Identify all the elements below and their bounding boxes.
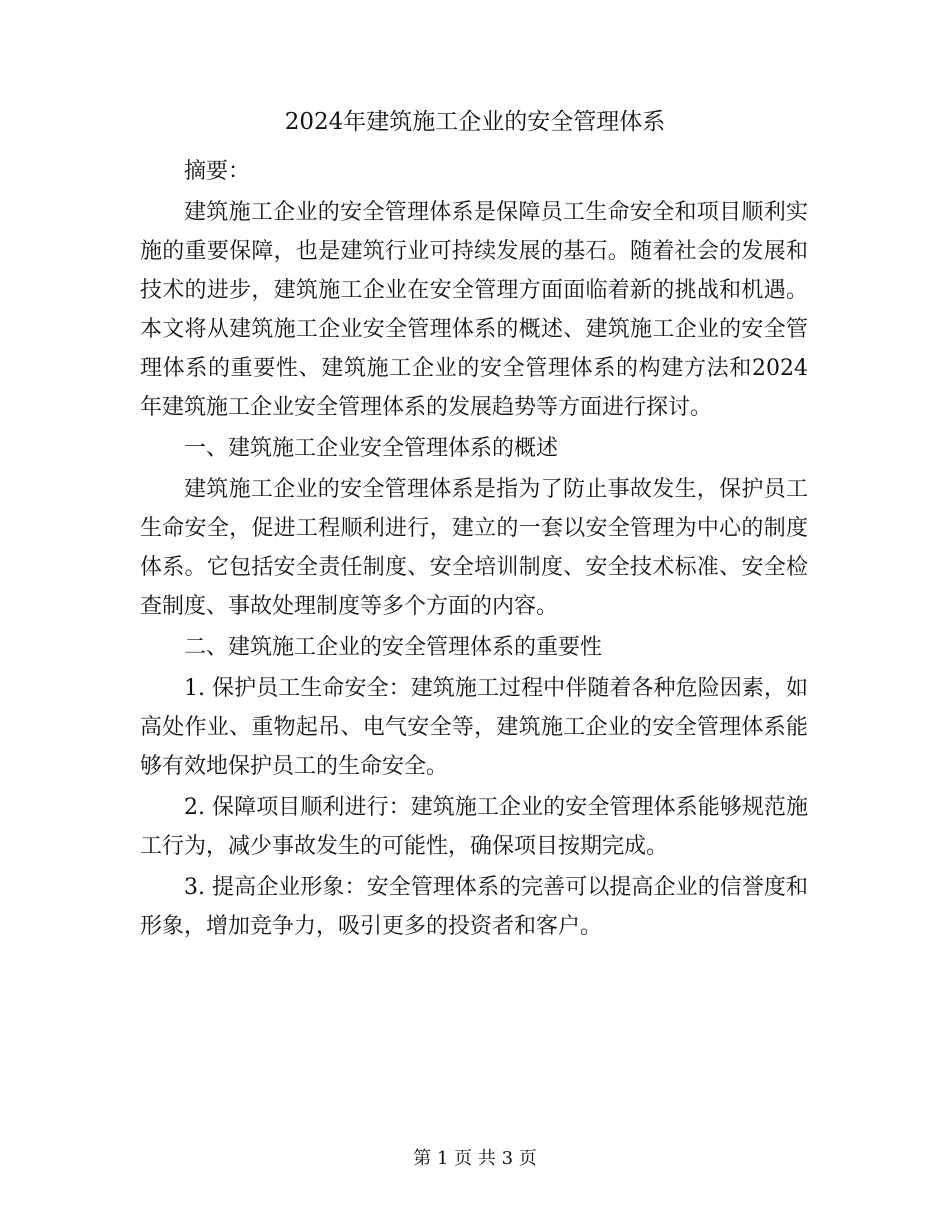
document-title: 2024年建筑施工企业的安全管理体系 [284, 109, 666, 135]
overview-paragraph: 建筑施工企业的安全管理体系是指为了防止事故发生，保护员工生命安全，促进工程顺利进行，建立的一套以安全管理为中心的制度体系。它包括安全责任制度、安全培训制度、安全技术标准、安全检查制度、事故处理制度等多个方面的内容。 [140, 477, 808, 619]
abstract-paragraph: 建筑施工企业的安全管理体系是保障员工生命安全和项目顺利实施的重要保障，也是建筑行业可持续发展的基石。随着社会的发展和技术的进步，建筑施工企业在安全管理方面面临着新的挑战和机遇。本文将从建筑施工企业安全管理体系的概述、建筑施工企业的安全管理体系的重要性、建筑施工企业的安全管理体系的构建方法和2024年建筑施工企业安全管理体系的发展趋势等方面进行探讨。 [140, 200, 808, 420]
document-body [140, 152, 808, 948]
section-heading-importance: 二、建筑施工企业的安全管理体系的重要性 [184, 635, 603, 660]
importance-item-3: 3. 提高企业形象：安全管理体系的完善可以提高企业的信誉度和形象，增加竞争力，吸引更多的投资者和客户。 [140, 875, 808, 939]
importance-item-2: 2. 保障项目顺利进行：建筑施工企业的安全管理体系能够规范施工行为，减少事故发生的可能性，确保项目按期完成。 [140, 795, 808, 859]
abstract-heading: 摘要： [184, 159, 251, 184]
importance-item-1: 1. 保护员工生命安全：建筑施工过程中伴随着各种危险因素，如高处作业、重物起吊、电气安全等，建筑施工企业的安全管理体系能够有效地保护员工的生命安全。 [140, 676, 808, 779]
section-heading-overview: 一、建筑施工企业安全管理体系的概述 [184, 436, 559, 461]
page-footer: 第 1 页 共 3 页 [413, 1148, 537, 1169]
